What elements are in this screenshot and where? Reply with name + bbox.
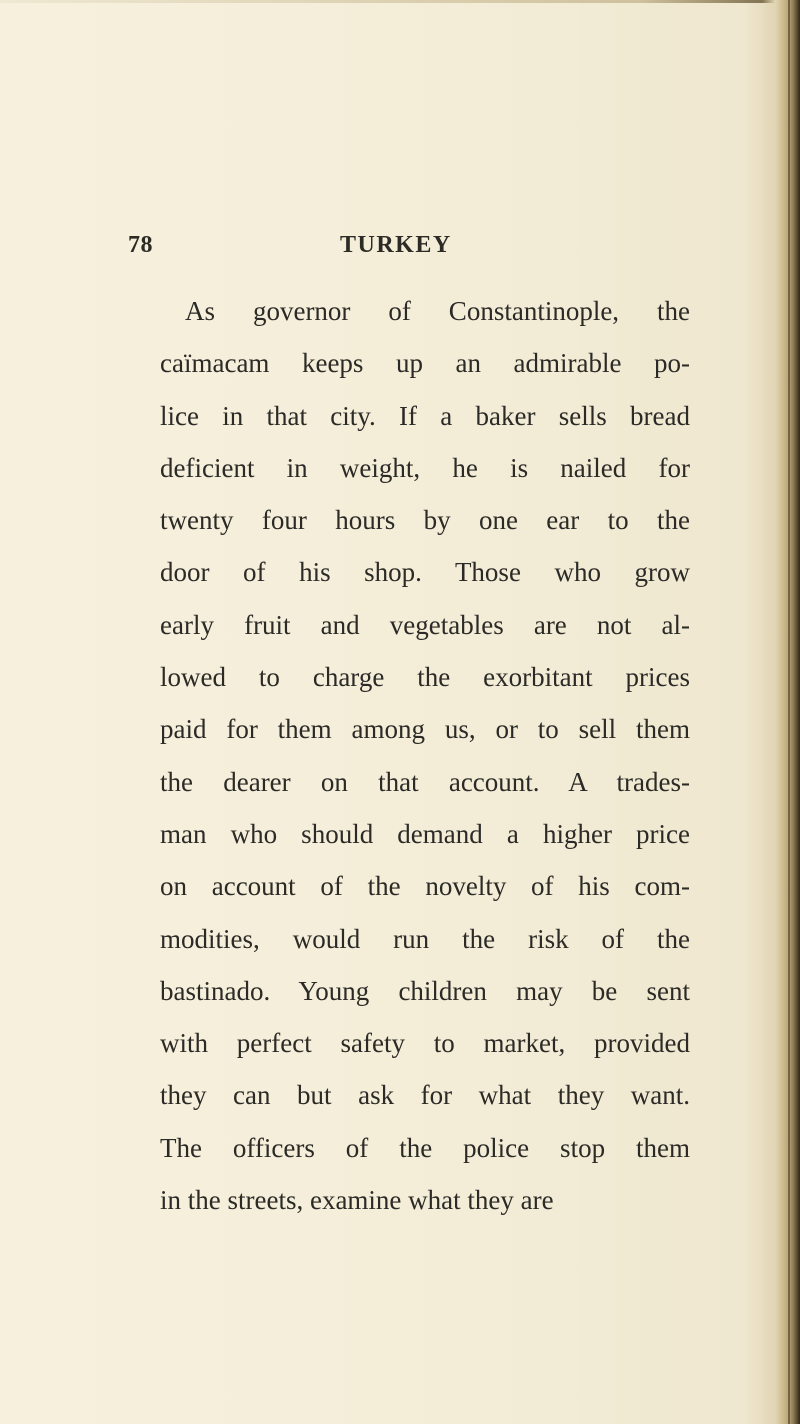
body-paragraph <box>160 294 690 1235</box>
text-line: deficient in weight, he is nailed for <box>160 452 690 483</box>
text-line: lowed to charge the exorbitant prices <box>160 662 690 693</box>
text-line: early fruit and vegetables are not al- <box>160 609 690 640</box>
text-line: man who should demand a higher price <box>160 818 690 849</box>
running-header <box>128 232 688 266</box>
page-number: 78 <box>128 232 153 258</box>
text-line: As governor of Constantinople, the <box>185 296 690 326</box>
text-line: they can but ask for what they want. <box>160 1080 690 1111</box>
text-line: caïmacam keeps up an admirable po- <box>160 348 690 379</box>
text-line: lice in that city. If a baker sells bread <box>160 400 690 431</box>
text-line: twenty four hours by one ear to the <box>160 505 690 536</box>
text-line: in the streets, examine what they are <box>160 1185 554 1216</box>
text-line: with perfect safety to market, provided <box>160 1028 690 1059</box>
running-title: TURKEY <box>340 232 452 258</box>
text-line: door of his shop. Those who grow <box>160 557 690 588</box>
text-line: The officers of the police stop them <box>160 1132 690 1163</box>
text-line: the dearer on that account. A trades- <box>160 766 690 797</box>
page-top-edge <box>0 0 800 3</box>
text-line: on account of the novelty of his com- <box>160 871 690 902</box>
page-gutter-shadow <box>762 0 800 1424</box>
binding-edge-line <box>788 0 790 1424</box>
text-line: modities, would run the risk of the <box>160 923 690 954</box>
text-line: paid for them among us, or to sell them <box>160 714 690 745</box>
text-line: bastinado. Young children may be sent <box>160 975 690 1006</box>
